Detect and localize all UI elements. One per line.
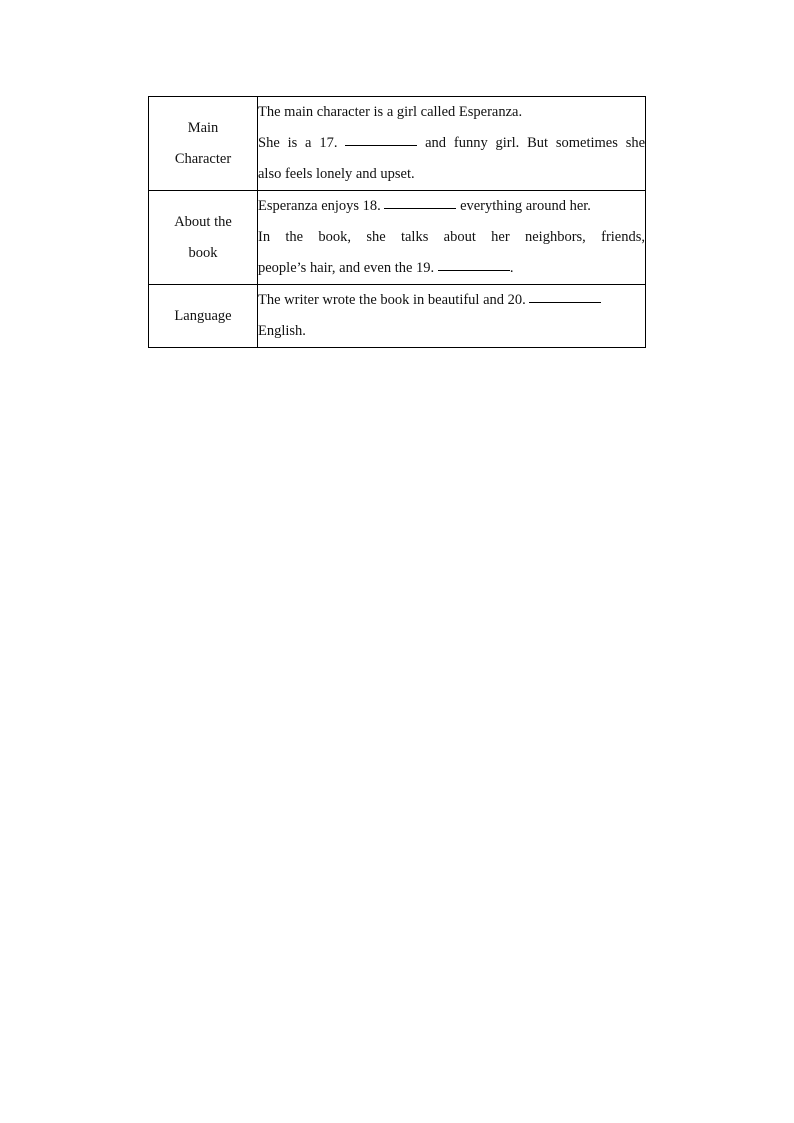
table-row xyxy=(149,285,646,348)
content-line xyxy=(258,191,645,222)
content-text: everything around her. xyxy=(460,198,591,214)
row-label: About the xyxy=(174,213,232,230)
content-line xyxy=(258,316,645,347)
answer-blank-19[interactable] xyxy=(438,252,510,271)
content-text: Esperanza enjoys 18. xyxy=(258,198,381,214)
content-text: and funny girl. But sometimes she xyxy=(425,135,646,151)
row-content-cell xyxy=(258,97,646,191)
answer-blank-20[interactable] xyxy=(529,284,601,303)
content-line xyxy=(258,159,645,190)
content-line xyxy=(258,222,645,253)
row-label: Main xyxy=(187,119,219,136)
row-label-cell xyxy=(149,191,258,285)
content-line xyxy=(258,128,645,159)
answer-blank-18[interactable] xyxy=(384,190,456,209)
row-label: Character xyxy=(174,150,232,167)
answer-blank-17[interactable] xyxy=(345,127,417,146)
book-summary-table xyxy=(148,96,646,348)
table-row xyxy=(149,191,646,285)
row-label: Language xyxy=(174,307,232,324)
content-text: The writer wrote the book in beautiful and 20. xyxy=(258,292,526,308)
row-content-cell xyxy=(258,191,646,285)
content-text: also feels lonely and upset. xyxy=(258,166,415,182)
content-text: In the book, she talks about her neighbors, friends, xyxy=(258,229,645,245)
content-text: The main character is a girl called Esperanza. xyxy=(258,104,523,120)
row-label-cell xyxy=(149,285,258,348)
content-line xyxy=(258,253,645,284)
content-line xyxy=(258,97,645,128)
row-content-cell xyxy=(258,285,646,348)
table-row xyxy=(149,97,646,191)
content-text: people’s hair, and even the 19. xyxy=(258,260,435,276)
content-text: English. xyxy=(258,323,306,339)
row-label-cell xyxy=(149,97,258,191)
content-text: . xyxy=(509,260,514,276)
row-label: book xyxy=(188,244,218,261)
content-text: She is a 17. xyxy=(258,135,338,151)
content-line xyxy=(258,285,645,316)
